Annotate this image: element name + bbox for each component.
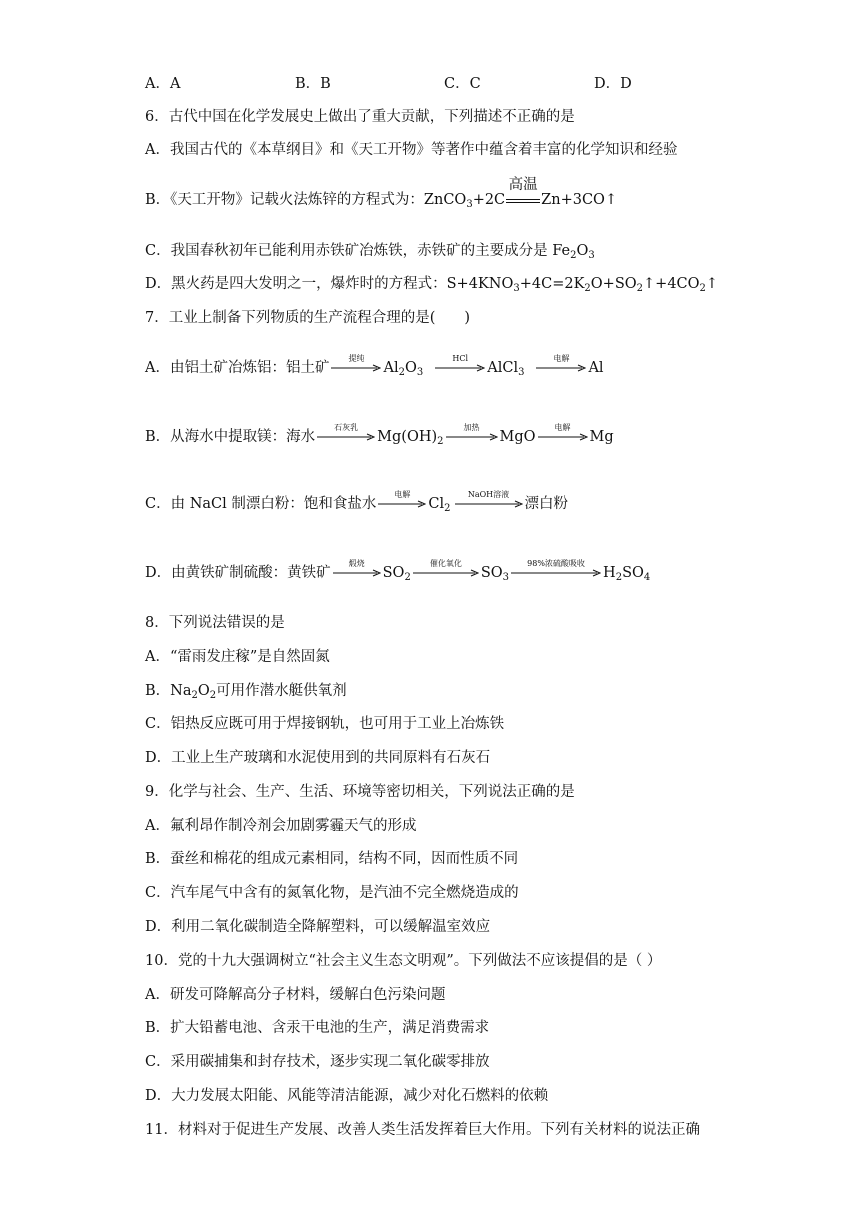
reaction-arrow-icon: 提纯 (331, 364, 381, 372)
q6-d-p5: ↑ (705, 276, 719, 292)
q10-option-b-text: B．扩大铅蓄电池、含汞干电池的生产，满足消费需求 (145, 1020, 490, 1036)
q7-c-p1: Cl (428, 496, 445, 512)
q8-b-mid: O (197, 683, 210, 699)
q11-stem: 11．材料对于促进生产发展、改善人类生活发挥着巨大作用。下列有关材料的说法正确 (145, 1122, 700, 1138)
q10-option-a-text: A．研发可降解高分子材料，缓解白色污染问题 (145, 987, 446, 1003)
q10-option-b[interactable] (145, 1018, 489, 1038)
q7-option-b[interactable]: B．从海水中提取镁：海水 石灰乳 $Mg(OH)_2$ 加热 MgO 电解 Mg (145, 423, 614, 447)
reaction-arrow-icon: 电解 (538, 433, 588, 441)
q9-option-b-text: B．蚕丝和棉花的组成元素相同，结构不同，因而性质不同 (145, 851, 519, 867)
q10-option-c[interactable] (145, 1052, 490, 1072)
q8-option-b[interactable]: B．$Na_2O_2$可用作潜水艇供氧剂 (145, 683, 347, 701)
reaction-arrow-icon: 98%浓硫酸吸收 (511, 569, 601, 577)
high-temp-equals-sign (506, 177, 540, 203)
q5-option-b[interactable]: B．B (295, 76, 331, 92)
q5-option-d[interactable]: D．D (594, 76, 632, 92)
q6-d-prefix: D．黑火药是四大发明之一，爆炸时的方程式：S+4KNO (145, 276, 514, 292)
q6-d-p3: O+SO (590, 276, 637, 292)
q6-option-c[interactable]: C．我国春秋初年已能利用赤铁矿冶炼铁，赤铁矿的主要成分是 $Fe_2O_3$ (145, 243, 595, 261)
q9-option-d-text: D．利用二氧化碳制造全降解塑料，可以缓解温室效应 (145, 919, 491, 935)
q7-stem: 7．工业上制备下列物质的生产流程合理的是( ) (145, 310, 471, 326)
q8-option-c-text: C．铝热反应既可用于焊接钢轨，也可用于工业上冶炼铁 (145, 716, 505, 732)
q9-option-d[interactable] (145, 917, 490, 937)
q6-stem: 6．古代中国在化学发展史上做出了重大贡献，下列描述不正确的是 (145, 109, 575, 125)
q7-a-p1: Al (383, 360, 399, 376)
q10-option-a[interactable] (145, 985, 445, 1005)
q7-d-prefix: D．由黄铁矿制硫酸：黄铁矿 (145, 565, 331, 581)
reaction-arrow-icon: NaOH溶液 (455, 500, 523, 508)
reaction-arrow-icon: 石灰乳 (317, 433, 375, 441)
q9-option-a-text: A．氟利昂作制冷剂会加剧雾霾天气的形成 (145, 818, 417, 834)
q6-option-a[interactable] (145, 140, 677, 160)
q7-d-p1: SO (382, 565, 405, 581)
q7-d-p3b: SO (622, 565, 644, 581)
q7-option-a[interactable]: A．由铝土矿冶炼铝：铝土矿 提纯 $Al_2O_3$ HCl AlCl$_3$ 电解 Al (145, 354, 604, 378)
q7-option-c[interactable]: C．由 NaCl 制漂白粉：饱和食盐水 电解 $Cl_2$ NaOH溶液 漂白粉 (145, 490, 568, 514)
q10-stem: 10．党的十九大强调树立“社会主义生态文明观”。下列做法不应该提倡的是（ ） (145, 953, 662, 969)
reaction-arrow-icon: 催化氧化 (413, 569, 479, 577)
q9-option-b[interactable] (145, 849, 518, 869)
q9-stem: 9．化学与社会、生产、生活、环境等密切相关，下列说法正确的是 (145, 784, 575, 800)
q6-option-a-text: A．我国古代的《本草纲目》和《天工开物》等著作中蕴含着丰富的化学知识和经验 (145, 142, 678, 158)
q7-c-prefix: C．由 NaCl 制漂白粉：饱和食盐水 (145, 496, 377, 512)
q8-option-a-text: A．“雷雨发庄稼”是自然固氮 (145, 649, 330, 665)
q7-b-p1: Mg(OH) (377, 429, 438, 445)
reaction-arrow-icon: 电解 (536, 364, 586, 372)
q10-option-d-text: D．大力发展太阳能、风能等清洁能源，减少对化石燃料的依赖 (145, 1088, 549, 1104)
q6-c-o: O (576, 243, 589, 259)
q6-c-prefix: C．我国春秋初年已能利用赤铁矿冶炼铁，赤铁矿的主要成分是 Fe (145, 243, 571, 259)
q7-b-p2: MgO (499, 429, 536, 445)
q7-a-prefix: A．由铝土矿冶炼铝：铝土矿 (145, 360, 330, 376)
q7-a-p1b: O (404, 360, 417, 376)
q8-option-a[interactable] (145, 647, 330, 667)
q9-option-c-text: C．汽车尾气中含有的氮氧化物，是汽油不完全燃烧造成的 (145, 885, 519, 901)
q6-option-d[interactable]: D．黑火药是四大发明之一，爆炸时的方程式：$S+4KNO_3+4C=2K_2O+SO_2↑+4CO_2↑$ (145, 276, 719, 294)
q6-d-p4: ↑+4CO (643, 276, 700, 292)
q6-d-p2: +4C=2K (519, 276, 585, 292)
q6-b-prefix: B．《天工开物》记载火法炼锌的方程式为：ZnCO (145, 192, 467, 208)
q7-c-p2: 漂白粉 (524, 496, 568, 512)
q7-b-prefix: B．从海水中提取镁：海水 (145, 429, 316, 445)
q9-option-a[interactable] (145, 816, 416, 836)
q6-b-condition: 高温 (508, 177, 538, 193)
q7-d-p2: SO (480, 565, 503, 581)
q7-b-p3: Mg (589, 429, 614, 445)
q7-a-p3: Al (588, 360, 604, 376)
reaction-arrow-icon: 煅烧 (333, 569, 381, 577)
q8-option-d[interactable] (145, 748, 490, 768)
reaction-arrow-icon: 加热 (446, 433, 498, 441)
q8-option-d-text: D．工业上生产玻璃和水泥使用到的共同原料有石灰石 (145, 750, 491, 766)
q5-option-c[interactable]: C．C (444, 76, 481, 92)
q8-stem: 8．下列说法错误的是 (145, 615, 285, 631)
q7-d-p3: H (603, 565, 616, 581)
q10-option-d[interactable] (145, 1086, 548, 1106)
q6-option-b[interactable]: B．《天工开物》记载火法炼锌的方程式为：ZnCO$_3$+2C 高温 Zn+3CO↑ (145, 177, 618, 210)
q5-option-a[interactable]: A．A (145, 76, 181, 92)
q8-option-c[interactable] (145, 714, 504, 734)
q7-option-d[interactable]: D．由黄铁矿制硫酸：黄铁矿 煅烧 $SO_2$ 催化氧化 $SO_3$ 98%浓硫酸吸收 $H_2SO_4$ (145, 559, 651, 583)
reaction-arrow-icon: HCl (435, 364, 485, 372)
q6-b-mid: +2C (472, 192, 506, 208)
q9-option-c[interactable] (145, 883, 519, 903)
q8-b-prefix: B．Na (145, 683, 192, 699)
q7-a-p2: AlCl (487, 360, 519, 376)
q8-b-suffix: 可用作潜水艇供氧剂 (216, 683, 347, 699)
q6-b-suffix: Zn+3CO↑ (541, 192, 618, 208)
reaction-arrow-icon: 电解 (378, 500, 426, 508)
q10-option-c-text: C．采用碳捕集和封存技术，逐步实现二氧化碳零排放 (145, 1054, 490, 1070)
